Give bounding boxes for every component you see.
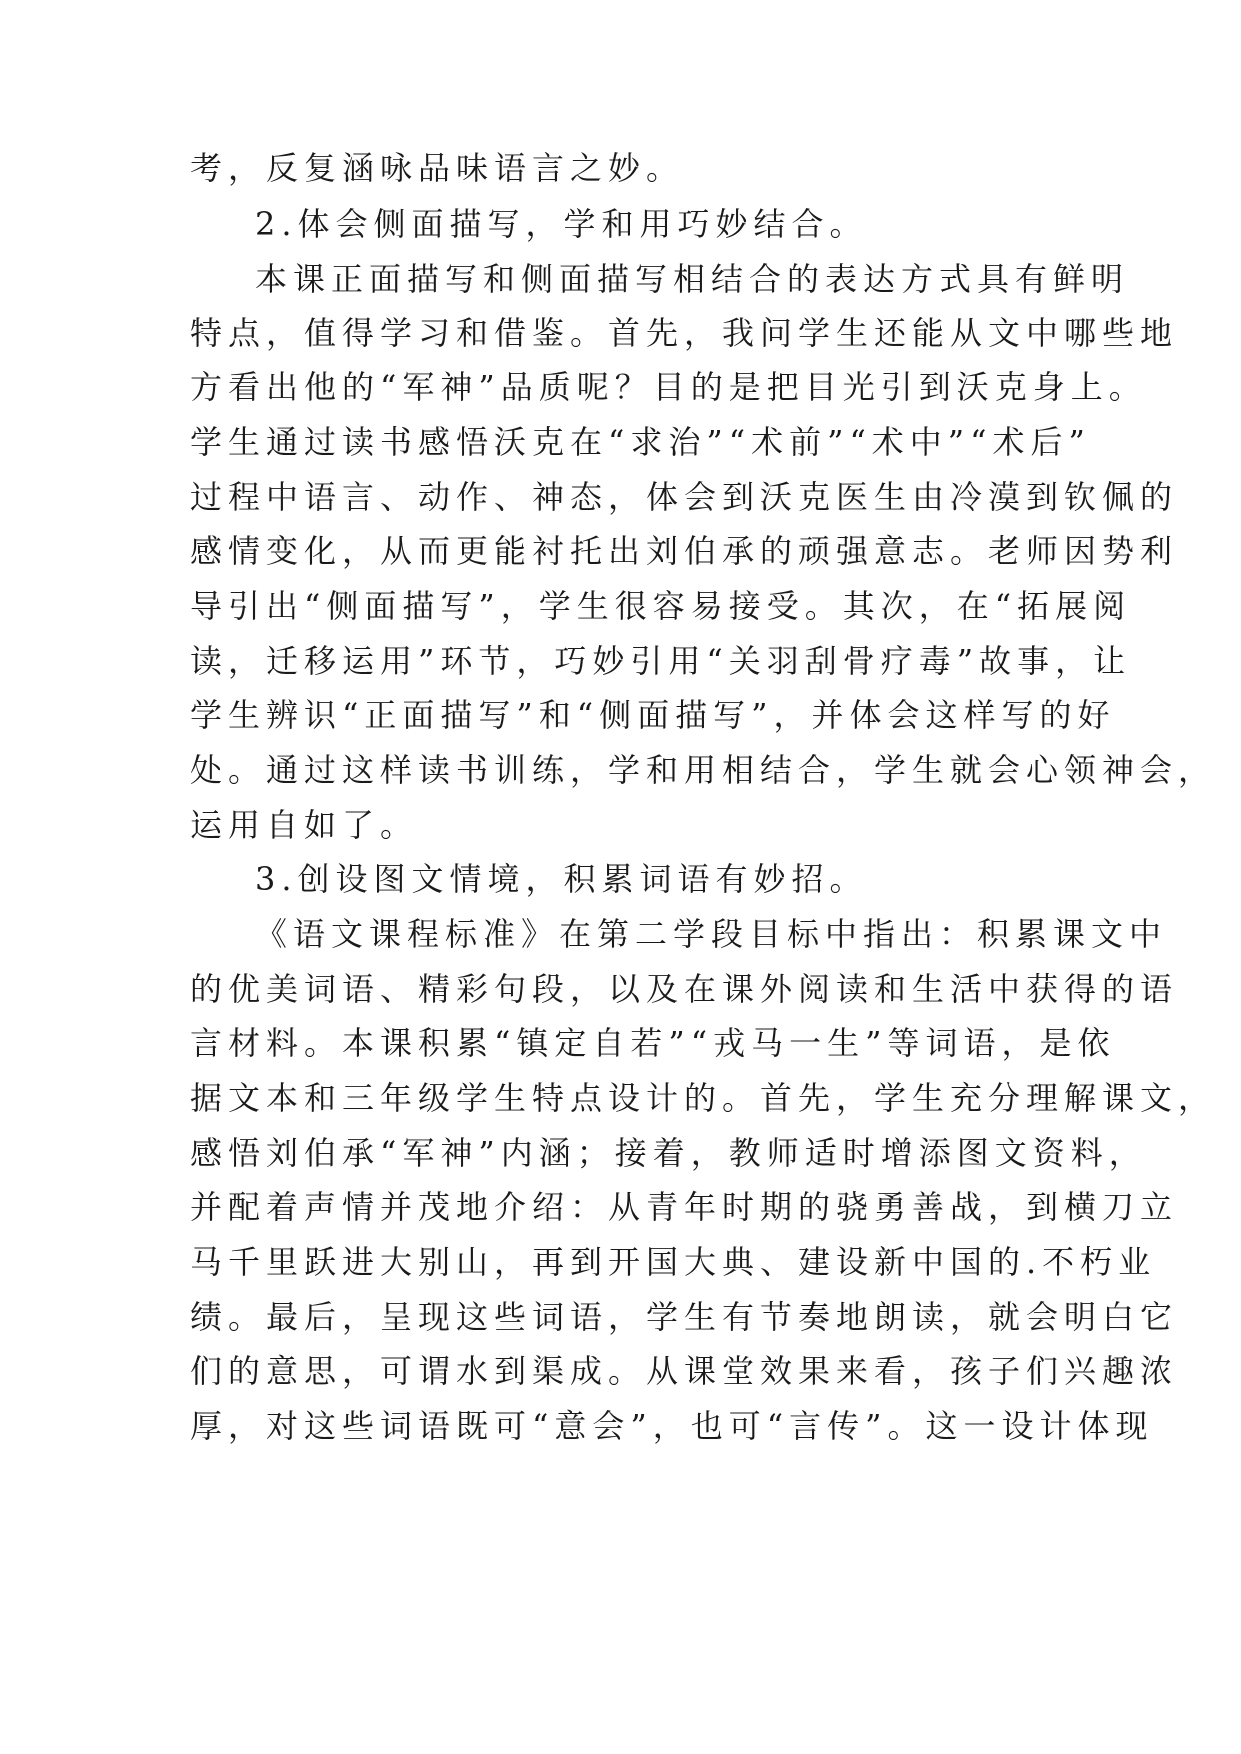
text-line: 过程中语言、动作、神态，体会到沃克医生由冷漠到钦佩的 (190, 478, 1179, 516)
text-line: 特点，值得学习和借鉴。首先，我问学生还能从文中哪些地 (190, 314, 1179, 352)
text-line: 马千里跃进大别山，再到开国大典、建设新中国的.不朽业 (190, 1243, 1157, 1281)
text-line: 们的意思，可谓水到渠成。从课堂效果来看，孩子们兴趣浓 (190, 1352, 1179, 1390)
text-line: 方看出他的“军神”品质呢？目的是把目光引到沃克身上。 (190, 368, 1147, 406)
text-line: 绩。最后，呈现这些词语，学生有节奏地朗读，就会明白它 (190, 1298, 1179, 1336)
text-line: 言材料。本课积累“镇定自若”“戎马一生”等词语，是依 (190, 1024, 1116, 1062)
text-line: 处。通过这样读书训练，学和用相结合，学生就会心领神会， (190, 751, 1217, 789)
text-line: 运用自如了。 (190, 806, 419, 844)
section-heading: 2.体会侧面描写，学和用巧妙结合。 (255, 205, 868, 243)
text-line: 感情变化，从而更能衬托出刘伯承的顽强意志。老师因势利 (190, 532, 1179, 570)
section-heading: 3.创设图文情境，积累词语有妙招。 (255, 860, 868, 898)
text-line: 本课正面描写和侧面描写相结合的表达方式具有鲜明 (255, 260, 1130, 298)
text-line: 考，反复涵咏品味语言之妙。 (190, 149, 685, 187)
text-line: 读，迁移运用”环节，巧妙引用“关羽刮骨疗毒”故事，让 (190, 642, 1132, 680)
text-line: 的优美词语、精彩句段，以及在课外阅读和生活中获得的语 (190, 970, 1179, 1008)
text-line: 并配着声情并茂地介绍：从青年时期的骁勇善战，到横刀立 (190, 1188, 1179, 1226)
text-line: 感悟刘伯承“军神”内涵；接着，教师适时增添图文资料， (190, 1134, 1147, 1172)
text-line: 学生辨识“正面描写”和“侧面描写”，并体会这样写的好 (190, 696, 1116, 734)
text-line: 《语文课程标准》在第二学段目标中指出：积累课文中 (255, 915, 1168, 953)
text-line: 学生通过读书感悟沃克在“求治”“术前”“术中”“术后” (190, 423, 1091, 461)
text-line: 导引出“侧面描写”，学生很容易接受。其次，在“拓展阅 (190, 587, 1132, 625)
text-line: 据文本和三年级学生特点设计的。首先，学生充分理解课文， (190, 1079, 1217, 1117)
text-line: 厚，对这些词语既可“意会”，也可“言传”。这一设计体现 (190, 1407, 1154, 1445)
